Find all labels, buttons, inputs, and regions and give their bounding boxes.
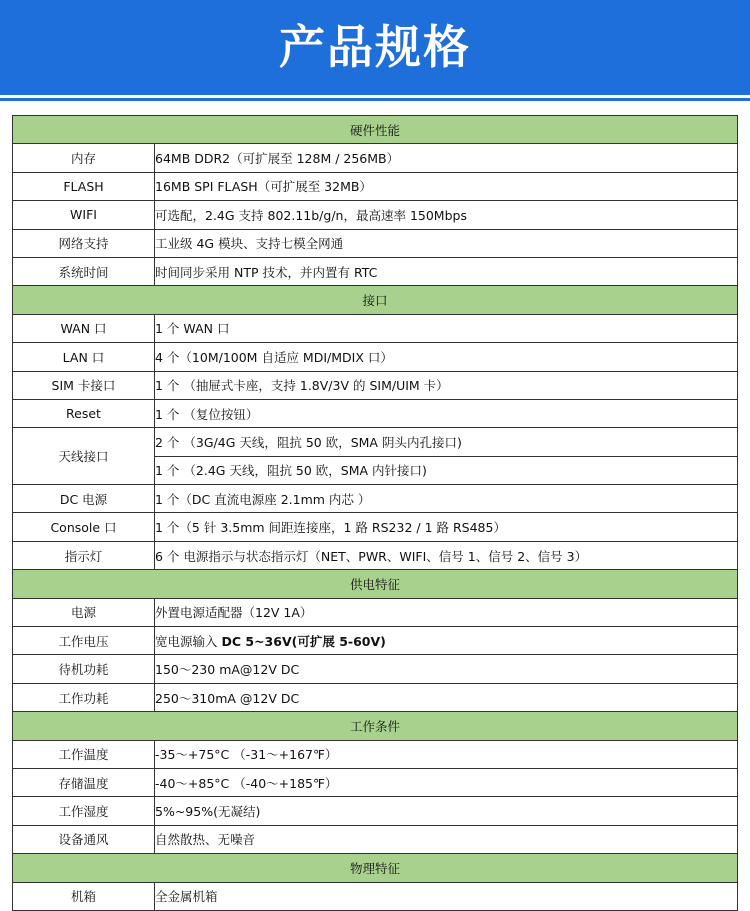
- table-row: [13, 627, 738, 655]
- row-label: 网络支持: [13, 229, 155, 257]
- row-value: -35～+75°C （-31～+167℉）: [155, 740, 738, 768]
- row-label: 内存: [13, 144, 155, 172]
- table-row: [13, 797, 738, 825]
- banner-underline: [0, 98, 750, 101]
- table-row: [13, 201, 738, 229]
- table-row: [13, 598, 738, 626]
- table-row: [13, 257, 738, 285]
- row-value: 可选配，2.4G 支持 802.11b/g/n，最高速率 150Mbps: [155, 201, 738, 229]
- row-value: 5%~95%(无凝结): [155, 797, 738, 825]
- section-header-interfaces: 接口: [13, 286, 738, 314]
- table-row: [13, 144, 738, 172]
- row-value: 6 个 电源指示与状态指示灯（NET、PWR、WIFI、信号 1、信号 2、信号 3）: [155, 541, 738, 569]
- row-value: 1 个 （复位按钮）: [155, 399, 738, 427]
- row-label: WAN 口: [13, 314, 155, 342]
- row-value: 150～230 mA@12V DC: [155, 655, 738, 683]
- row-value: 4 个（10M/100M 自适应 MDI/MDIX 口）: [155, 343, 738, 371]
- row-label: 电源: [13, 598, 155, 626]
- row-label: 存储温度: [13, 768, 155, 796]
- value-prefix: 宽电源输入: [155, 633, 222, 649]
- section-header-power: 供电特征: [13, 570, 738, 598]
- table-row: [13, 485, 738, 513]
- row-label: 设备通风: [13, 825, 155, 853]
- row-value: 全金属机箱: [155, 882, 738, 910]
- table-row: [13, 882, 738, 910]
- row-value: 64MB DDR2（可扩展至 128M / 256MB）: [155, 144, 738, 172]
- row-label: 天线接口: [13, 428, 155, 485]
- row-value: [155, 627, 738, 655]
- table-row: [13, 768, 738, 796]
- row-value: 外置电源适配器（12V 1A）: [155, 598, 738, 626]
- section-header-physical: 物理特征: [13, 854, 738, 882]
- row-label: 工作电压: [13, 627, 155, 655]
- page-title: 产品规格: [279, 20, 471, 74]
- row-label: Console 口: [13, 513, 155, 541]
- row-value: 时间同步采用 NTP 技术，并内置有 RTC: [155, 257, 738, 285]
- row-label: WIFI: [13, 201, 155, 229]
- table-row: [13, 343, 738, 371]
- row-label: 工作温度: [13, 740, 155, 768]
- row-value: 2 个 （3G/4G 天线，阻抗 50 欧，SMA 阴头内孔接口): [155, 428, 738, 456]
- section-header-conditions: 工作条件: [13, 712, 738, 740]
- row-value: 1 个（DC 直流电源座 2.1mm 内芯 ）: [155, 485, 738, 513]
- table-row: [13, 825, 738, 853]
- row-label: SIM 卡接口: [13, 371, 155, 399]
- spec-table: [12, 115, 738, 911]
- table-row: [13, 541, 738, 569]
- section-header-hardware: 硬件性能: [13, 116, 738, 144]
- row-value: 1 个（5 针 3.5mm 间距连接座，1 路 RS232 / 1 路 RS485）: [155, 513, 738, 541]
- row-value: 1 个 （2.4G 天线，阻抗 50 欧，SMA 内针接口): [155, 456, 738, 484]
- row-value: 1 个 （抽屉式卡座，支持 1.8V/3V 的 SIM/UIM 卡）: [155, 371, 738, 399]
- table-row: [13, 399, 738, 427]
- row-label: 工作湿度: [13, 797, 155, 825]
- table-row: [13, 655, 738, 683]
- row-value: 自然散热、无噪音: [155, 825, 738, 853]
- row-label: 机箱: [13, 882, 155, 910]
- row-value: 工业级 4G 模块、支持七模全网通: [155, 229, 738, 257]
- table-row: [13, 428, 738, 456]
- row-value: 1 个 WAN 口: [155, 314, 738, 342]
- table-row: [13, 229, 738, 257]
- table-row: [13, 683, 738, 711]
- table-row: [13, 740, 738, 768]
- table-row: [13, 314, 738, 342]
- row-label: FLASH: [13, 172, 155, 200]
- row-label: 指示灯: [13, 541, 155, 569]
- row-label: 待机功耗: [13, 655, 155, 683]
- row-value: 16MB SPI FLASH（可扩展至 32MB）: [155, 172, 738, 200]
- row-value: -40～+85°C （-40～+185℉）: [155, 768, 738, 796]
- row-label: Reset: [13, 399, 155, 427]
- row-label: DC 电源: [13, 485, 155, 513]
- row-label: 系统时间: [13, 257, 155, 285]
- table-row: [13, 513, 738, 541]
- table-row: [13, 172, 738, 200]
- value-bold: DC 5~36V(可扩展 5-60V): [221, 633, 386, 649]
- row-label: 工作功耗: [13, 683, 155, 711]
- banner: [0, 0, 750, 104]
- row-value: 250～310mA @12V DC: [155, 683, 738, 711]
- table-row: [13, 371, 738, 399]
- row-label: LAN 口: [13, 343, 155, 371]
